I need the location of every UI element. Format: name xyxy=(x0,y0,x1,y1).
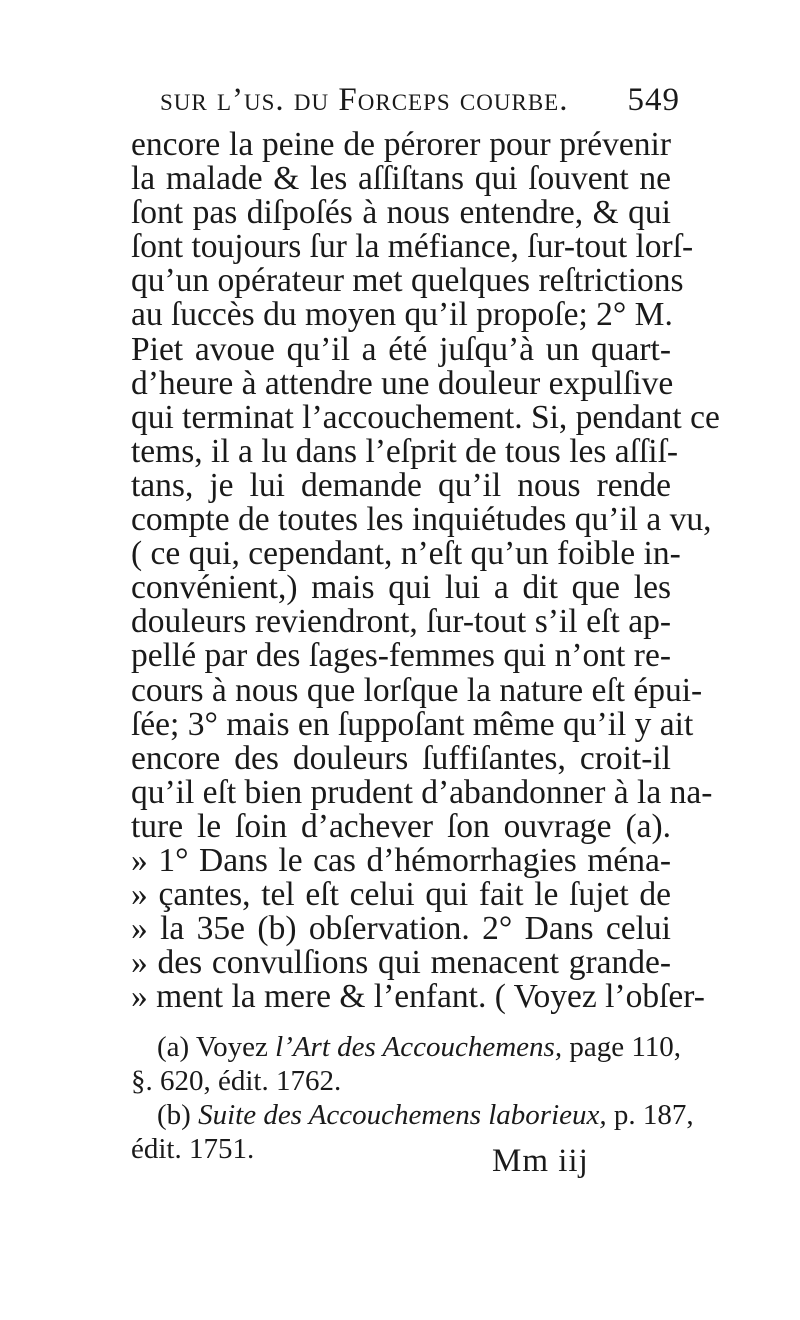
footnote-b-post: p. 187, xyxy=(613,1099,694,1131)
running-head xyxy=(160,82,680,119)
footnote-b-continuation: édit. 1751. xyxy=(131,1133,255,1165)
body-line: qu’un opérateur met quelques reſtrictions xyxy=(131,262,684,300)
body-line: » ment la mere & l’enfant. ( Voyez l’obſer- xyxy=(131,978,705,1016)
footnote-b-marker: (b) xyxy=(157,1099,191,1131)
body-line: pellé par des ſages-femmes qui n’ont re- xyxy=(131,637,671,675)
body-line: ſée; 3° mais en ſuppoſant même qu’il y ait xyxy=(131,705,694,743)
body-line: d’heure à attendre une douleur expulſive xyxy=(131,364,674,402)
body-line: ( ce qui, cependant, n’eſt qu’un foible in- xyxy=(131,535,681,573)
body-line: ture le ſoin d’achever ſon ouvrage (a). xyxy=(131,807,671,845)
signature-mark: Mm iij xyxy=(492,1143,589,1179)
body-text xyxy=(131,126,720,1016)
footnote-a-marker: (a) xyxy=(157,1031,190,1063)
body-line: » 1° Dans le cas d’hémorrhagies ména- xyxy=(131,841,671,879)
footnote-b-title: Suite des Accouchemens laborieux, xyxy=(198,1099,607,1131)
body-line: tans, je lui demande qu’il nous rende xyxy=(131,466,671,504)
body-line: ſont pas diſpoſés à nous entendre, & qui xyxy=(131,194,671,232)
body-line: ſont toujours ſur la méfiance, ſur-tout lorſ- xyxy=(131,228,694,266)
footnote-a-pre: Voyez xyxy=(195,1031,268,1063)
running-head-title: sur l’us. du Forceps courbe. xyxy=(160,82,569,118)
footnote-a-post: page 110, xyxy=(569,1031,682,1063)
body-line: cours à nous que lorſque la nature eſt épui- xyxy=(131,671,703,709)
footnotes xyxy=(131,1030,694,1166)
body-line: Piet avoue qu’il a été juſqu’à un quart- xyxy=(131,330,671,368)
body-line: qu’il eſt bien prudent d’abandonner à la na- xyxy=(131,773,713,811)
body-line: » çantes, tel eſt celui qui fait le ſujet de xyxy=(131,876,671,914)
footnote-a-continuation: §. 620, édit. 1762. xyxy=(131,1065,342,1097)
body-line: douleurs reviendront, ſur-tout s’il eſt ap- xyxy=(131,603,671,641)
footnote-b xyxy=(131,1098,694,1132)
body-line: encore des douleurs ſuffiſantes, croit-il xyxy=(131,739,671,777)
body-line: convénient,) mais qui lui a dit que les xyxy=(131,569,671,607)
footnote-a xyxy=(131,1030,682,1064)
body-line: tems, il a lu dans l’eſprit de tous les aſſiſ- xyxy=(131,432,679,470)
body-line: » des convulſions qui menacent grande- xyxy=(131,944,671,982)
page-number: 549 xyxy=(627,82,680,118)
body-line: encore la peine de pérorer pour prévenir xyxy=(131,126,671,163)
body-line: compte de toutes les inquiétudes qu’il a vu, xyxy=(131,501,712,539)
body-line: » la 35e (b) obſervation. 2° Dans celui xyxy=(131,910,671,948)
body-line: au ſuccès du moyen qu’il propoſe; 2° M. xyxy=(131,296,673,334)
footnote-a-title: l’Art des Accouchemens, xyxy=(275,1031,563,1063)
body-line: la malade & les aſſiſtans qui ſouvent ne xyxy=(131,160,671,198)
body-line: qui terminat l’accouchement. Si, pendant ce xyxy=(131,398,720,436)
